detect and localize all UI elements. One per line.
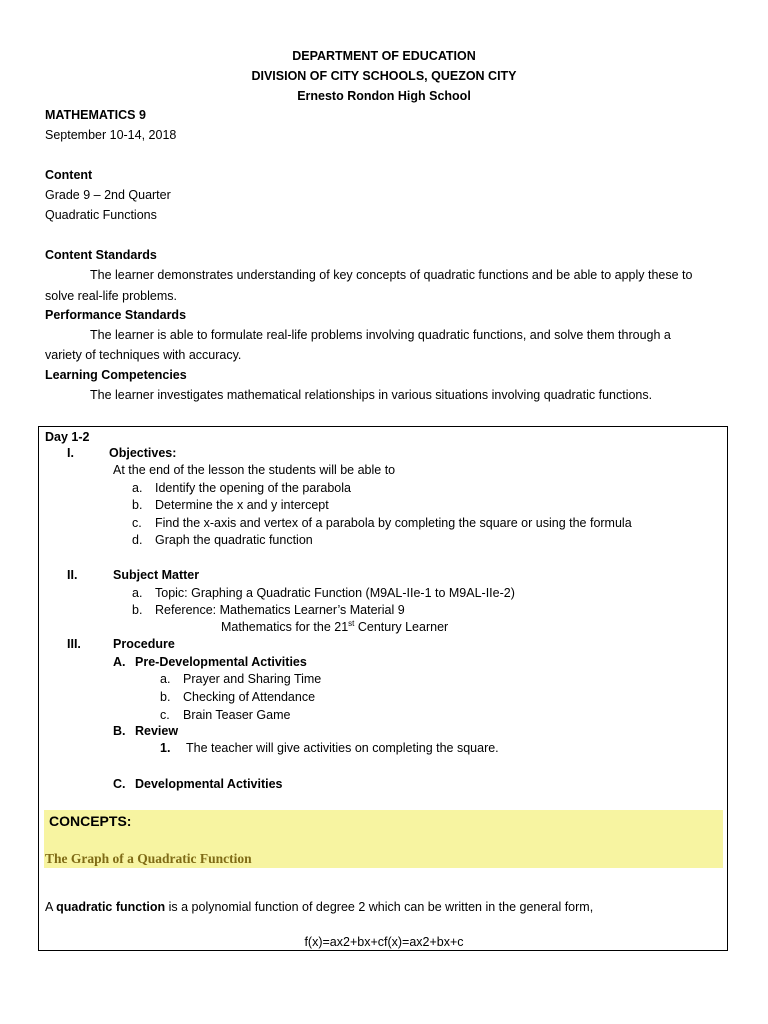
activity-marker: a. bbox=[160, 672, 171, 686]
performance-standards-text-cont: variety of techniques with accuracy. bbox=[45, 348, 242, 362]
definition-term: quadratic function bbox=[56, 900, 166, 914]
procedure-a-marker: A. bbox=[113, 655, 126, 669]
objective-item: Identify the opening of the parabola bbox=[155, 481, 351, 495]
definition-prefix: A bbox=[45, 900, 57, 914]
subject-reference-second bbox=[221, 619, 448, 635]
activity-item: Checking of Attendance bbox=[183, 690, 316, 704]
activity-marker: b. bbox=[160, 690, 171, 704]
reference-second-text: Mathematics for the 21 bbox=[221, 620, 349, 634]
procedure-b-marker: B. bbox=[113, 724, 126, 738]
objectives-intro: At the end of the lesson the students will be able to bbox=[113, 463, 396, 477]
objective-marker: c. bbox=[132, 516, 142, 530]
subject-reference-marker: b. bbox=[132, 603, 143, 617]
subject-topic-marker: a. bbox=[132, 586, 143, 600]
date-range: September 10-14, 2018 bbox=[45, 128, 177, 142]
quadratic-definition bbox=[45, 899, 593, 915]
procedure-number: III. bbox=[67, 637, 81, 651]
objective-marker: a. bbox=[132, 481, 143, 495]
activity-item: Brain Teaser Game bbox=[183, 708, 291, 722]
objective-marker: b. bbox=[132, 498, 143, 512]
subject-reference: Reference: Mathematics Learner’s Material 9 bbox=[155, 603, 405, 617]
learning-competencies-text: The learner investigates mathematical relationships in various situations involving quadratic functions. bbox=[90, 388, 653, 402]
content-standards-heading: Content Standards bbox=[45, 248, 157, 262]
content-heading: Content bbox=[45, 168, 93, 182]
header-department: DEPARTMENT OF EDUCATION bbox=[292, 49, 476, 63]
content-grade: Grade 9 – 2nd Quarter bbox=[45, 188, 171, 202]
content-topic: Quadratic Functions bbox=[45, 208, 157, 222]
objective-item: Graph the quadratic function bbox=[155, 533, 313, 547]
day-label: Day 1-2 bbox=[45, 430, 90, 444]
reference-superscript: st bbox=[348, 618, 355, 628]
subject-topic: Topic: Graphing a Quadratic Function (M9AL-IIe-1 to M9AL-IIe-2) bbox=[155, 586, 515, 600]
procedure-heading: Procedure bbox=[113, 637, 175, 651]
procedure-c-marker: C. bbox=[113, 777, 126, 791]
objectives-heading: Objectives: bbox=[109, 446, 177, 460]
objective-item: Determine the x and y intercept bbox=[155, 498, 329, 512]
procedure-a-heading: Pre-Developmental Activities bbox=[135, 655, 307, 669]
concepts-heading: CONCEPTS: bbox=[49, 813, 132, 829]
graph-section-title: The Graph of a Quadratic Function bbox=[45, 851, 252, 866]
content-standards-text-cont: solve real-life problems. bbox=[45, 289, 177, 303]
subject-title: MATHEMATICS 9 bbox=[45, 108, 146, 122]
header-school: Ernesto Rondon High School bbox=[297, 89, 471, 103]
objective-marker: d. bbox=[132, 533, 143, 547]
activity-marker: c. bbox=[160, 708, 170, 722]
reference-second-tail: Century Learner bbox=[354, 620, 449, 634]
procedure-b-heading: Review bbox=[135, 724, 179, 738]
content-standards-text: The learner demonstrates understanding of key concepts of quadratic functions and be able to apply these to bbox=[90, 268, 693, 282]
procedure-c-heading: Developmental Activities bbox=[135, 777, 283, 791]
review-item-marker: 1. bbox=[160, 741, 171, 755]
general-form-formula: f(x)=ax2+bx+cf(x)=ax2+bx+c bbox=[304, 935, 464, 949]
objective-item: Find the x-axis and vertex of a parabola by completing the square or using the formula bbox=[155, 516, 632, 530]
header-division: DIVISION OF CITY SCHOOLS, QUEZON CITY bbox=[251, 69, 517, 83]
subject-matter-number: II. bbox=[67, 568, 78, 582]
learning-competencies-heading: Learning Competencies bbox=[45, 368, 187, 382]
subject-matter-heading: Subject Matter bbox=[113, 568, 200, 582]
objectives-number: I. bbox=[67, 446, 74, 460]
review-item: The teacher will give activities on completing the square. bbox=[186, 741, 499, 755]
activity-item: Prayer and Sharing Time bbox=[183, 672, 322, 686]
definition-rest: is a polynomial function of degree 2 which can be written in the general form, bbox=[165, 900, 594, 914]
performance-standards-heading: Performance Standards bbox=[45, 308, 187, 322]
performance-standards-text: The learner is able to formulate real-life problems involving quadratic functions, and solve them through a bbox=[90, 328, 671, 342]
